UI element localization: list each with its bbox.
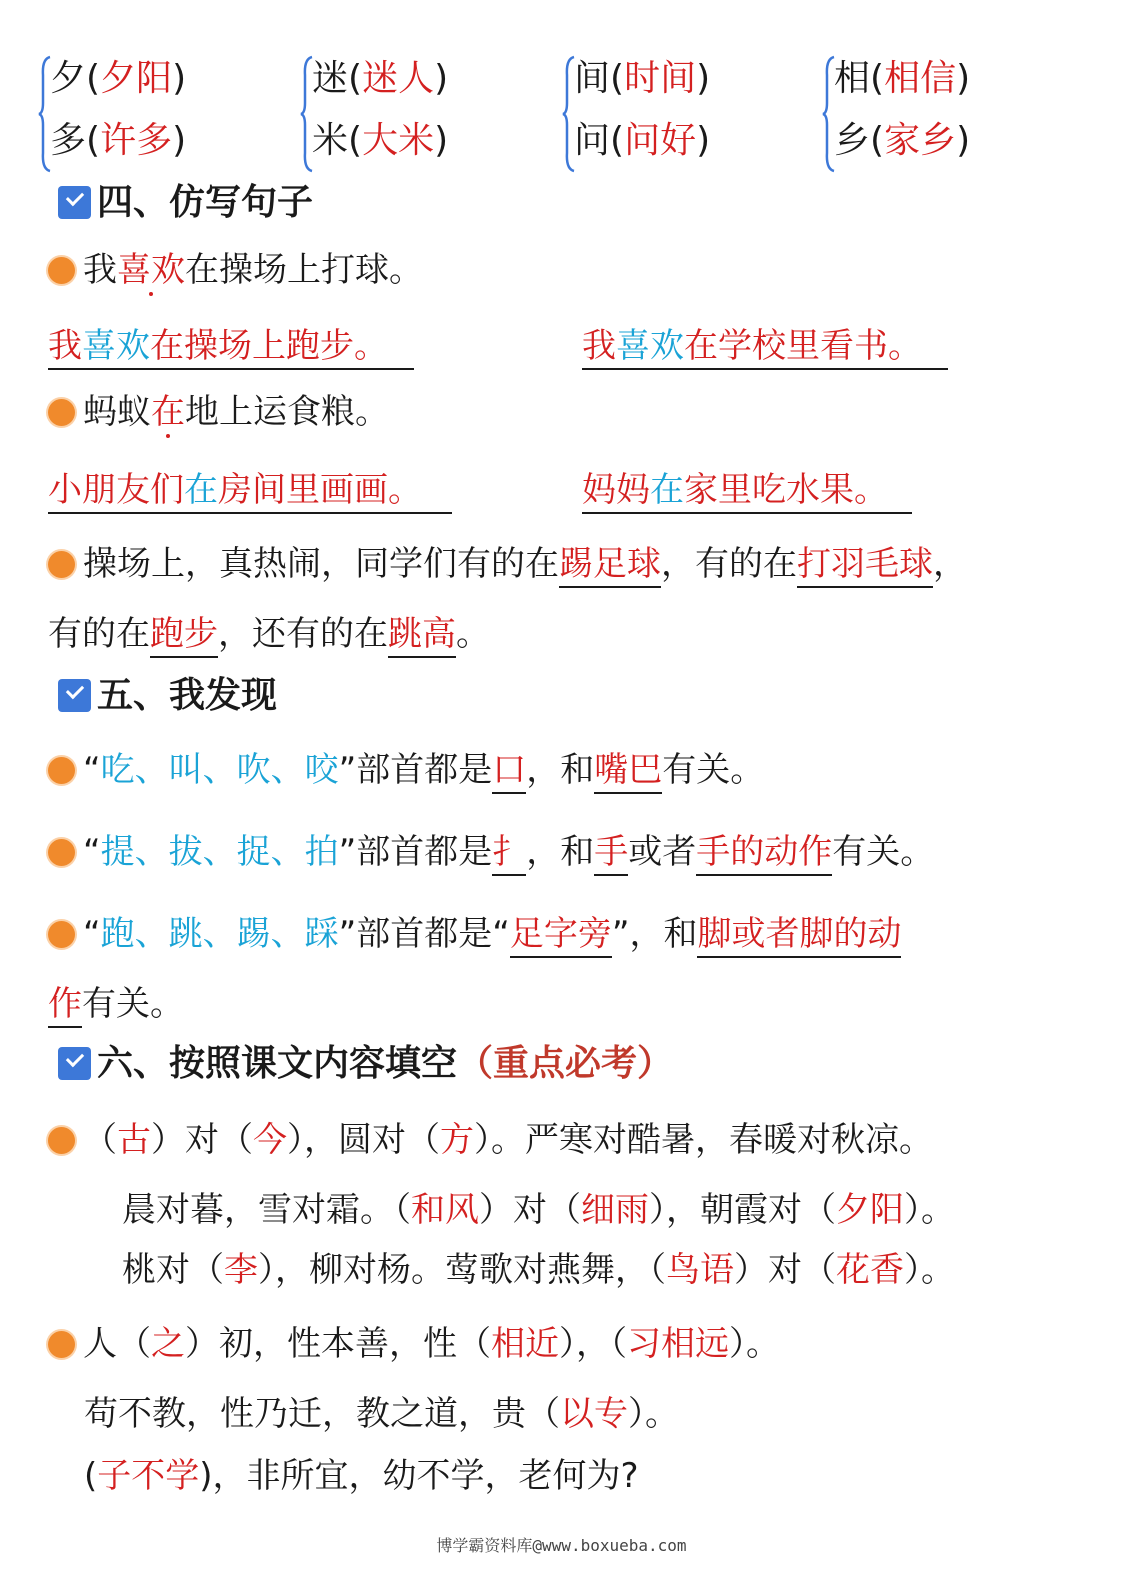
bullet-icon [48,839,75,866]
recitation-line: 苟不教，性乃迁，教之道，贵（以专）。 [84,1394,679,1434]
word-pair-line: 问(问好) [574,120,711,161]
word-pair-line: 间(时间) [574,58,711,99]
word-pair-line: 夕(夕阳) [50,58,187,99]
section-heading: 六、按照课文内容填空（重点必考） [58,1044,673,1084]
bullet-icon [48,399,75,426]
bullet-icon [48,1127,75,1154]
bullet-icon [48,551,75,578]
example-sentence: 蚂蚁在地上运食粮。 [48,390,389,434]
checkbox-icon [58,1047,91,1080]
word-pair-line: 多(许多) [50,120,187,161]
recitation-line: (子不学)，非所宜，幼不学，老何为? [84,1456,639,1496]
word-pair-line: 乡(家乡) [834,120,971,161]
bullet-icon [48,1331,75,1358]
example-sentence: 我喜欢在操场上打球。 [48,248,423,292]
answer-sentence: 小朋友们在房间里画画。 [48,468,452,514]
answer-sentence: 我喜欢在学校里看书。 [582,324,948,370]
recitation-line: 桃对（李），柳对杨。莺歌对燕舞，（鸟语）对（花香）。 [122,1250,955,1290]
discovery-line: “提、拔、捉、拍”部首都是扌，和手或者手的动作有关。 [48,830,934,874]
bullet-icon [48,921,75,948]
checkbox-icon [58,186,91,219]
recitation-line: 晨对暮，雪对霜。（和风）对（细雨），朝霞对（夕阳）。 [122,1190,955,1230]
word-pair-line: 迷(迷人) [312,58,449,99]
recitation-line: 人（之）初，性本善，性（相近），（习相远）。 [48,1322,780,1366]
answer-sentence: 我喜欢在操场上跑步。 [48,324,414,370]
section-heading: 五、我发现 [58,676,277,716]
fill-in-sentence: 有的在跑步，还有的在跳高。 [48,612,490,656]
discovery-line: “跑、跳、踢、踩”部首都是“足字旁”，和脚或者脚的动 [48,912,901,956]
word-pair-line: 米(大米) [312,120,449,161]
word-pair-line: 相(相信) [834,58,971,99]
fill-in-sentence: 操场上，真热闹，同学们有的在踢足球，有的在打羽毛球， [48,542,967,586]
section-heading: 四、仿写句子 [58,183,313,223]
answer-sentence: 妈妈在家里吃水果。 [582,468,912,514]
discovery-line: “吃、叫、吹、咬”部首都是口，和嘴巴有关。 [48,748,764,792]
footer-watermark: 博学霸资料库@www.boxueba.com [436,1536,687,1555]
bullet-icon [48,257,75,284]
recitation-line: （古）对（今），圆对（方）。严寒对酷暑，春暖对秋凉。 [48,1118,933,1162]
bullet-icon [48,757,75,784]
discovery-line: 作有关。 [48,982,184,1026]
checkbox-icon [58,679,91,712]
